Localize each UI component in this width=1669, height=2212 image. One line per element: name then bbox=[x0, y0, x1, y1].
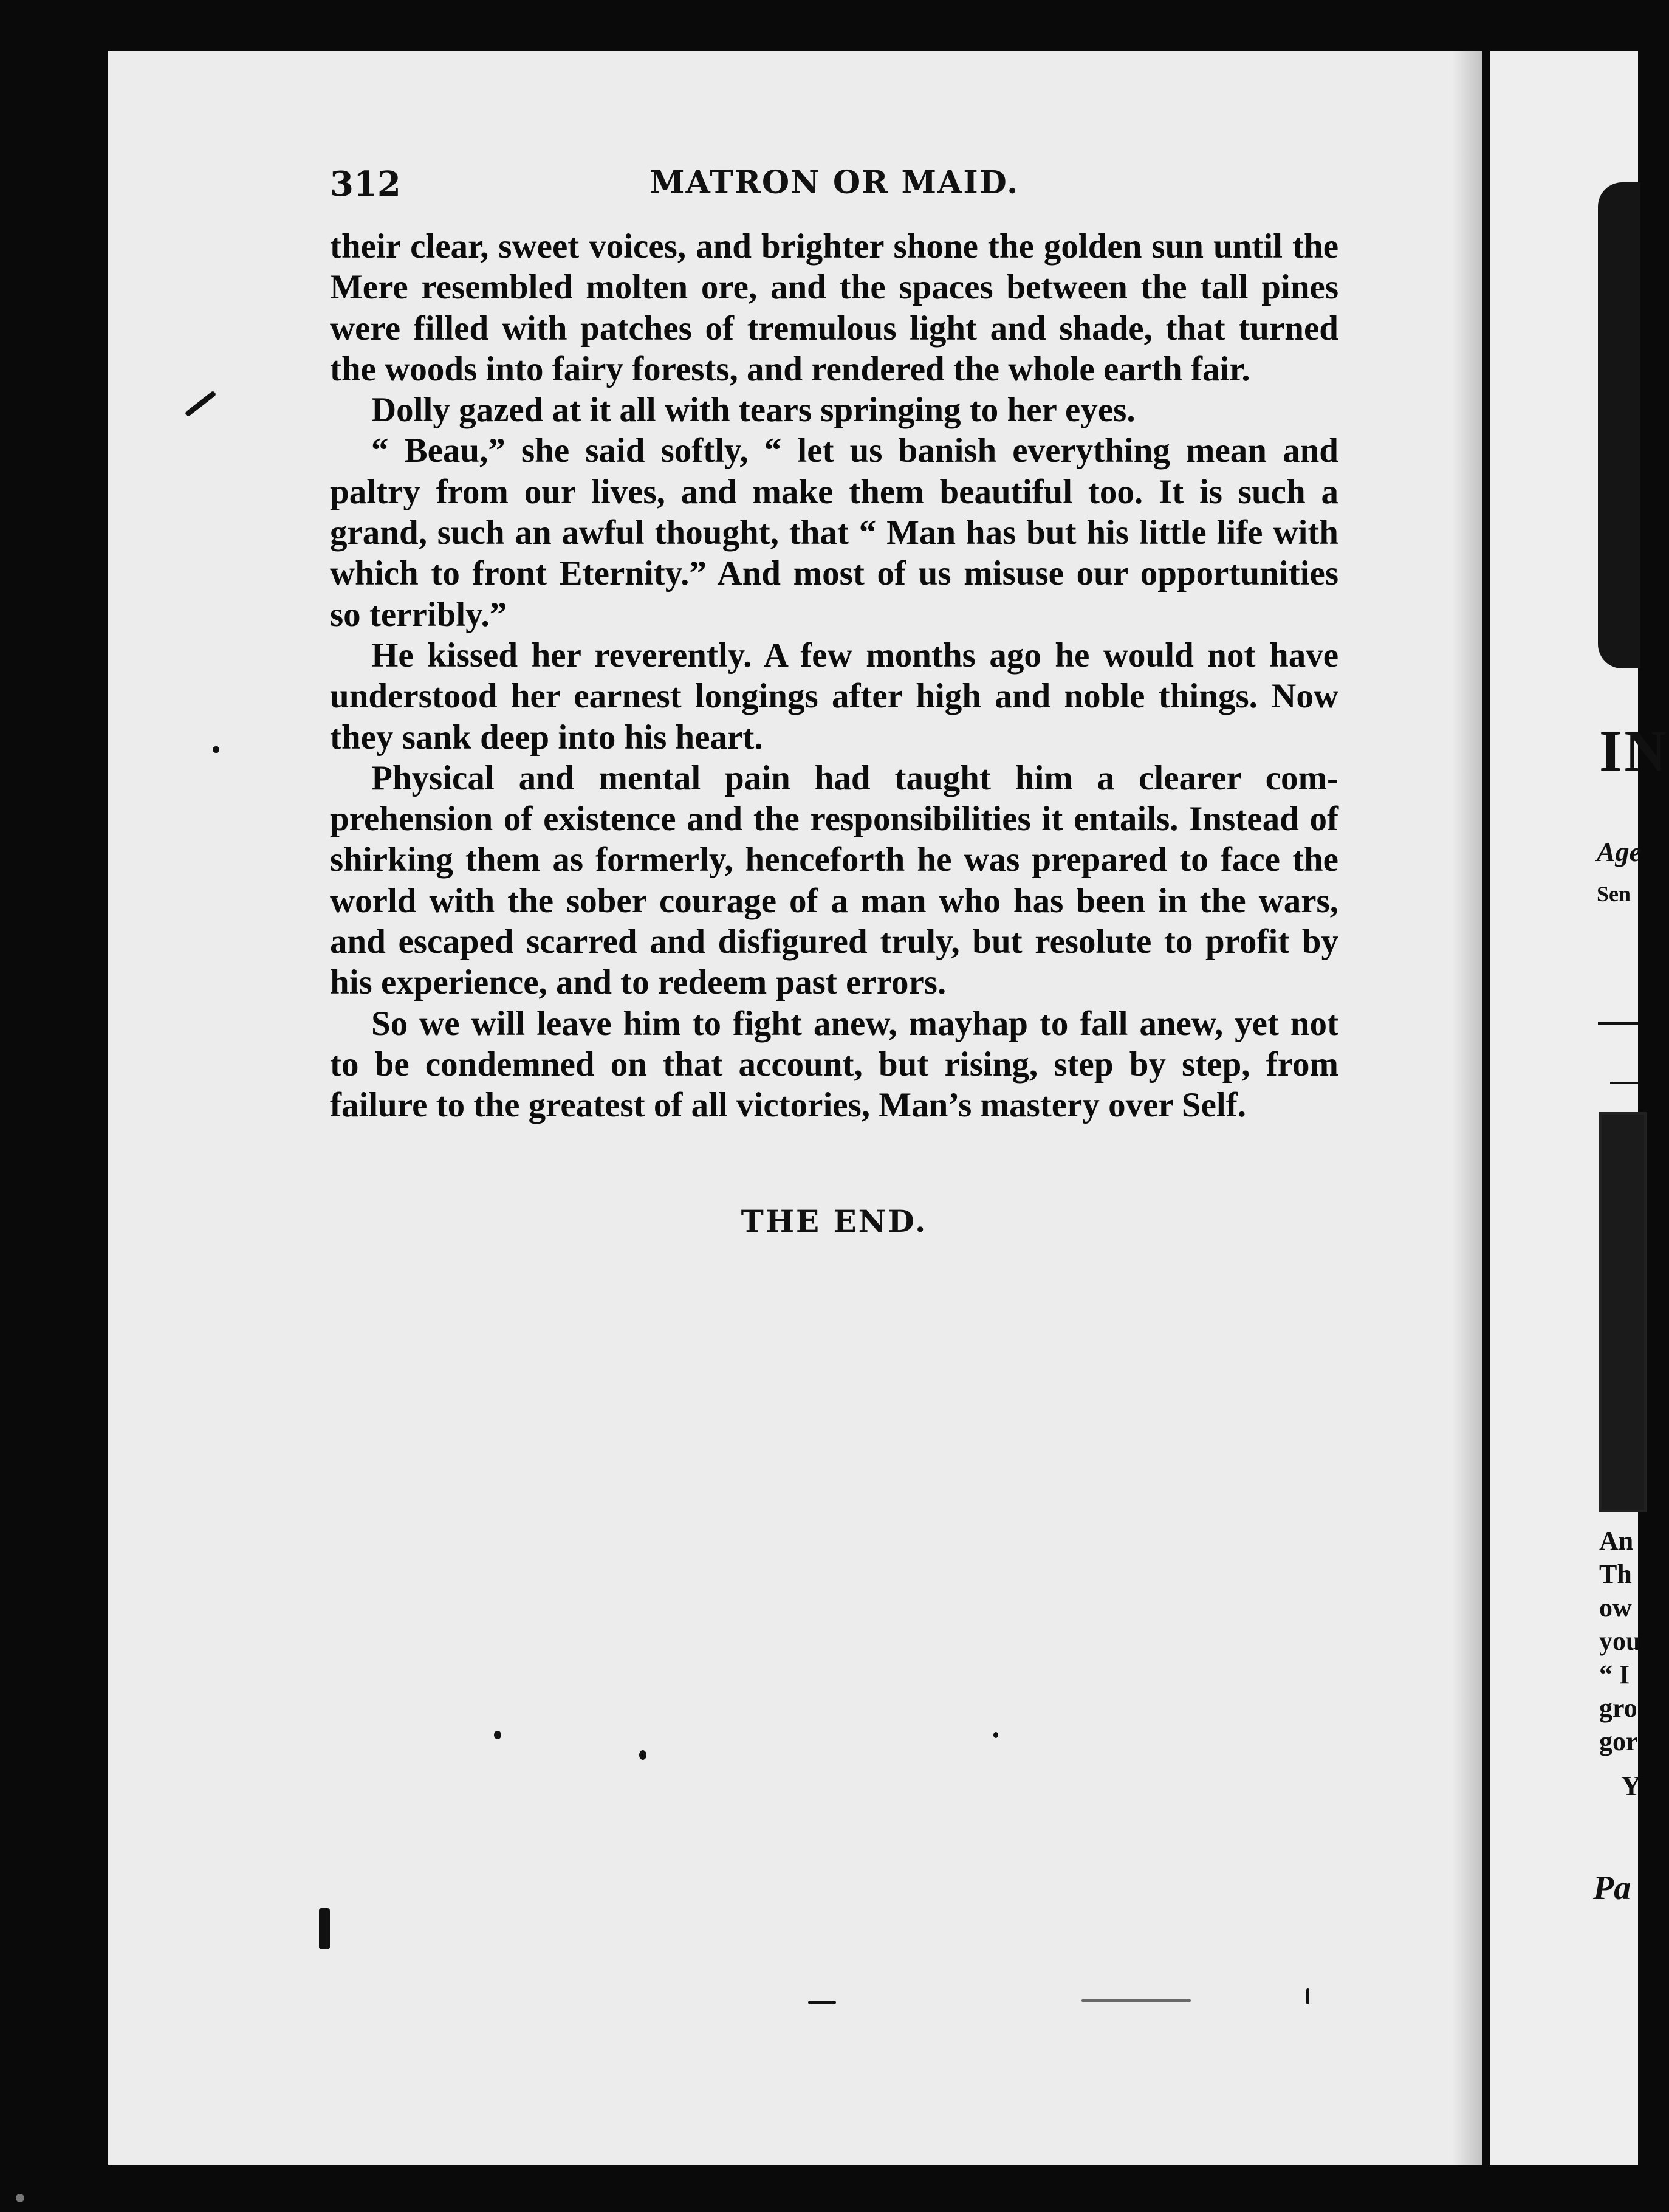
ink-mark bbox=[1081, 1999, 1191, 2002]
page-number: 312 bbox=[330, 164, 401, 204]
edge-text: ow bbox=[1599, 1593, 1632, 1623]
paragraph: their clear, sweet voices, and brighter shone the golden sun until the Mere resembled molten ore, and the spaces between the tall pines were filled with patches of tremulous light and shade, that turned the woods into fairy forests, and rendered the whole earth fair. bbox=[330, 227, 1338, 388]
portrait-illustration bbox=[1598, 182, 1640, 668]
body-text bbox=[330, 226, 1338, 1126]
edge-text: gor bbox=[1599, 1726, 1638, 1756]
the-end: THE END. bbox=[741, 1203, 928, 1239]
ink-speck bbox=[213, 746, 219, 753]
ink-speck bbox=[639, 1750, 646, 1760]
edge-text: Age bbox=[1597, 836, 1642, 867]
edge-text: Th bbox=[1599, 1559, 1632, 1589]
paragraph: “ Beau,” she said softly, “ let us banish everything mean and paltry from our lives, and make them beautiful too. It is such a grand, such an awful thought, that “ Man has but his little life with which to front Eternity.” And most of us misuse our opportunities so terribly.” bbox=[330, 431, 1338, 634]
running-title: MATRON OR MAID. bbox=[649, 164, 1020, 201]
ink-mark bbox=[1306, 1988, 1309, 2004]
ink-speck bbox=[16, 2194, 24, 2202]
edge-text: gro bbox=[1599, 1693, 1637, 1723]
rule-line bbox=[1610, 1082, 1638, 1084]
edge-heading: IN bbox=[1599, 718, 1669, 783]
paragraph: Physical and mental pain had taught him a clearer comprehension of existence and the responsibilities it entails. Instead of shirking them as formerly, henceforth he was prepared to face the world with the sober courage of a man who has been in the wars, and escaped scarred and disfigured truly, but resolute to profit by his experience, and to redeem past errors. bbox=[330, 758, 1338, 1002]
ink-speck bbox=[494, 1731, 501, 1739]
edge-text: “ I bbox=[1599, 1660, 1630, 1689]
page-header bbox=[330, 164, 1338, 213]
edge-text: An bbox=[1599, 1526, 1634, 1556]
ink-mark bbox=[319, 1908, 330, 1949]
page-gutter-shadow bbox=[1452, 51, 1482, 2165]
engraving-illustration bbox=[1599, 1112, 1647, 1512]
paragraph: So we will leave him to fight anew, mayhap to fall anew, yet not to be condemned on that account, but rising, step by step, from failure to the greatest of all victories, Man’s mastery over Self. bbox=[330, 1004, 1338, 1125]
paragraph: He kissed her reverently. A few months ago he would not have understood her earnest longings after high and noble things. Now they sank deep into his heart. bbox=[330, 636, 1338, 757]
ink-mark bbox=[808, 2001, 836, 2004]
edge-text: Sen bbox=[1597, 882, 1631, 906]
edge-text: Y bbox=[1621, 1770, 1642, 1801]
paragraph: Dolly gazed at it all with tears springing to her eyes. bbox=[371, 391, 1136, 430]
rule-line bbox=[1598, 1022, 1638, 1025]
ink-speck bbox=[993, 1732, 998, 1738]
edge-text: Pa bbox=[1593, 1869, 1631, 1907]
edge-text: you bbox=[1599, 1626, 1641, 1656]
